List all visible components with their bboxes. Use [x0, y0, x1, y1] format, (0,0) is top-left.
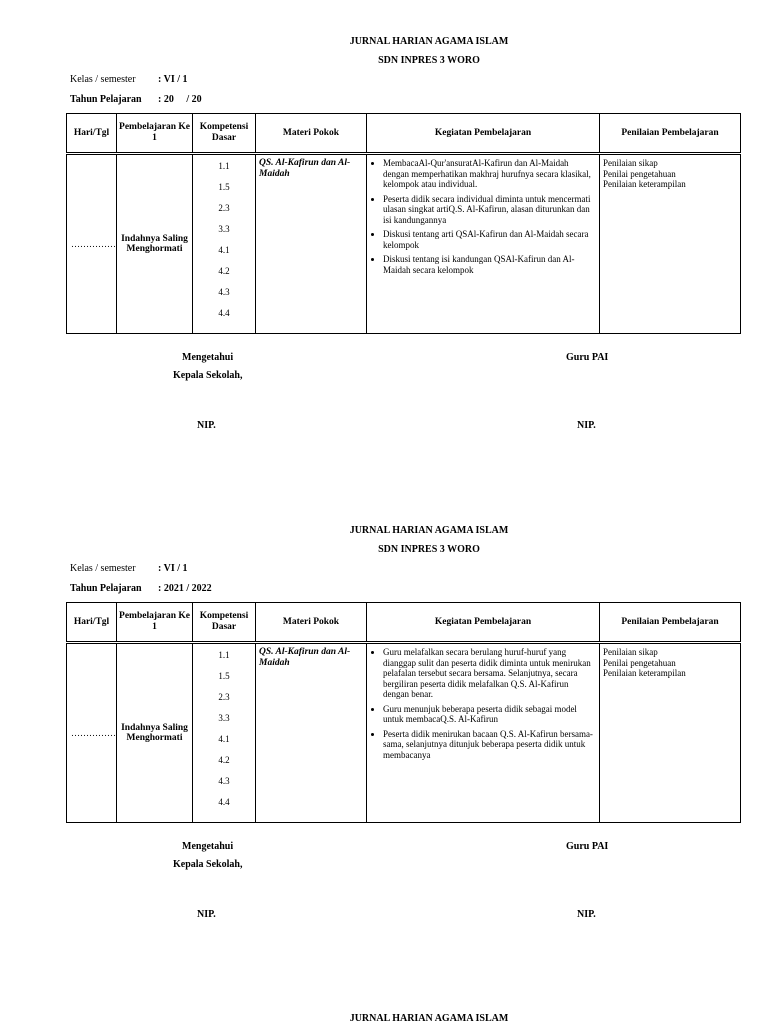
activity-item: • MembacaAl-Qur'ansuratAl-Kafirun dan Al-Maidah dengan memperhatikan makhraj hurufnya secara klasikal, kelompok atau individual.: [383, 158, 595, 190]
table-row: [67, 643, 741, 823]
activity-item: • Diskusi tentang arti QSAl-Kafirun dan Al-Maidah secara kelompok: [383, 229, 595, 250]
teacher-label: Guru PAI: [566, 841, 609, 852]
column-header: Kompetensi Dasar: [193, 603, 256, 643]
school-name: SDN INPRES 3 WORO: [378, 55, 480, 66]
table-header-row: [67, 603, 741, 643]
principal-label: Kepala Sekolah,: [173, 370, 243, 381]
column-header: Pembelajaran Ke 1: [117, 603, 193, 643]
column-header: Hari/Tgl: [67, 114, 117, 154]
column-header: Materi Pokok: [256, 603, 367, 643]
activity-item: • Guru melafalkan secara berulang huruf-huruf yang dianggap sulit dan peserta didik diminta untuk menirukan pelafalan tersebut secara bersama. Selanjutnya, secara bergiliran peserta didik melafalkan Q.S. Al-Kafirun dengan benar.: [383, 647, 595, 700]
teacher-nip: NIP.: [577, 909, 596, 920]
year-label: Tahun Pelajaran: [70, 94, 142, 105]
journal-title: JURNAL HARIAN AGAMA ISLAM: [349, 525, 509, 536]
column-header: Hari/Tgl: [67, 603, 117, 643]
column-header: Penilaian Pembelajaran: [600, 603, 741, 643]
assessment-item: Penilaian keterampilan: [603, 668, 686, 678]
activities-cell: [367, 643, 600, 823]
assessment-item: Penilai pengetahuan: [603, 657, 676, 668]
journal-title: JURNAL HARIAN AGAMA ISLAM: [349, 36, 509, 47]
material-cell: QS. Al-Kafirun dan Al-Maidah: [256, 643, 367, 823]
activity-item: • Peserta didik menirukan bacaan Q.S. Al-Kafirun bersama-sama, selanjutnya ditunjuk beberapa peserta didik untuk membacanya: [383, 729, 595, 761]
competency-cell: [193, 643, 256, 823]
kd-code: 1.1: [218, 650, 230, 660]
competency-cell: [193, 154, 256, 334]
column-header: Materi Pokok: [256, 114, 367, 154]
acknowledged-label: Mengetahui: [182, 352, 234, 363]
kd-code: 2.3: [218, 692, 230, 702]
assessment-item: Penilaian sikap: [603, 647, 658, 657]
class-value: : VI / 1: [158, 563, 188, 574]
activity-item: • Guru menunjuk beberapa peserta didik sebagai model untuk membacaQ.S. Al-Kafirun: [383, 704, 595, 725]
kd-code: 3.3: [218, 224, 230, 234]
material-cell: QS. Al-Kafirun dan Al-Maidah: [256, 154, 367, 334]
assessment-cell: [600, 154, 741, 334]
kd-code: 4.2: [218, 266, 230, 276]
column-header: Kompetensi Dasar: [193, 114, 256, 154]
class-value: : VI / 1: [158, 74, 188, 85]
year-value: : 20 / 20: [158, 94, 202, 105]
assessment-cell: [600, 643, 741, 823]
assessment-item: Penilaian keterampilan: [603, 179, 686, 189]
kd-code: 4.1: [218, 245, 230, 255]
date-cell: ……………: [67, 154, 117, 334]
activity-item: • Peserta didik secara individual diminta untuk mencermati ulasan singkat artiQ.S. Al-Kafirun, alasan diturunkan dan isi kandungannya: [383, 194, 595, 226]
teacher-nip: NIP.: [577, 420, 596, 431]
principal-nip: NIP.: [197, 420, 216, 431]
kd-code: 2.3: [218, 203, 230, 213]
kd-code: 4.1: [218, 734, 230, 744]
assessment-item: Penilaian sikap: [603, 158, 658, 168]
kd-code: 4.4: [218, 797, 230, 807]
column-header: Kegiatan Pembelajaran: [367, 603, 600, 643]
kd-code: 4.2: [218, 755, 230, 765]
activity-item: • Diskusi tentang isi kandungan QSAl-Kafirun dan Al-Maidah secara kelompok: [383, 254, 595, 275]
year-value: : 2021 / 2022: [158, 583, 212, 594]
teacher-label: Guru PAI: [566, 352, 609, 363]
acknowledged-label: Mengetahui: [182, 841, 234, 852]
date-cell: ……………: [67, 643, 117, 823]
kd-code: 4.4: [218, 308, 230, 318]
kd-code: 4.3: [218, 287, 230, 297]
kd-code: 4.3: [218, 776, 230, 786]
kd-code: 1.1: [218, 161, 230, 171]
column-header: Pembelajaran Ke 1: [117, 114, 193, 154]
assessment-item: Penilai pengetahuan: [603, 168, 676, 179]
journal-table: [66, 602, 741, 823]
column-header: Penilaian Pembelajaran: [600, 114, 741, 154]
class-label: Kelas / semester: [70, 74, 136, 85]
activities-cell: [367, 154, 600, 334]
next-page-title: JURNAL HARIAN AGAMA ISLAM: [349, 1013, 509, 1024]
lesson-title-cell: Indahnya Saling Menghormati: [117, 154, 193, 334]
kd-code: 3.3: [218, 713, 230, 723]
kd-code: 1.5: [218, 671, 230, 681]
class-label: Kelas / semester: [70, 563, 136, 574]
journal-table: [66, 113, 741, 334]
principal-nip: NIP.: [197, 909, 216, 920]
table-row: [67, 154, 741, 334]
year-label: Tahun Pelajaran: [70, 583, 142, 594]
table-header-row: [67, 114, 741, 154]
school-name: SDN INPRES 3 WORO: [378, 544, 480, 555]
principal-label: Kepala Sekolah,: [173, 859, 243, 870]
lesson-title-cell: Indahnya Saling Menghormati: [117, 643, 193, 823]
kd-code: 1.5: [218, 182, 230, 192]
column-header: Kegiatan Pembelajaran: [367, 114, 600, 154]
